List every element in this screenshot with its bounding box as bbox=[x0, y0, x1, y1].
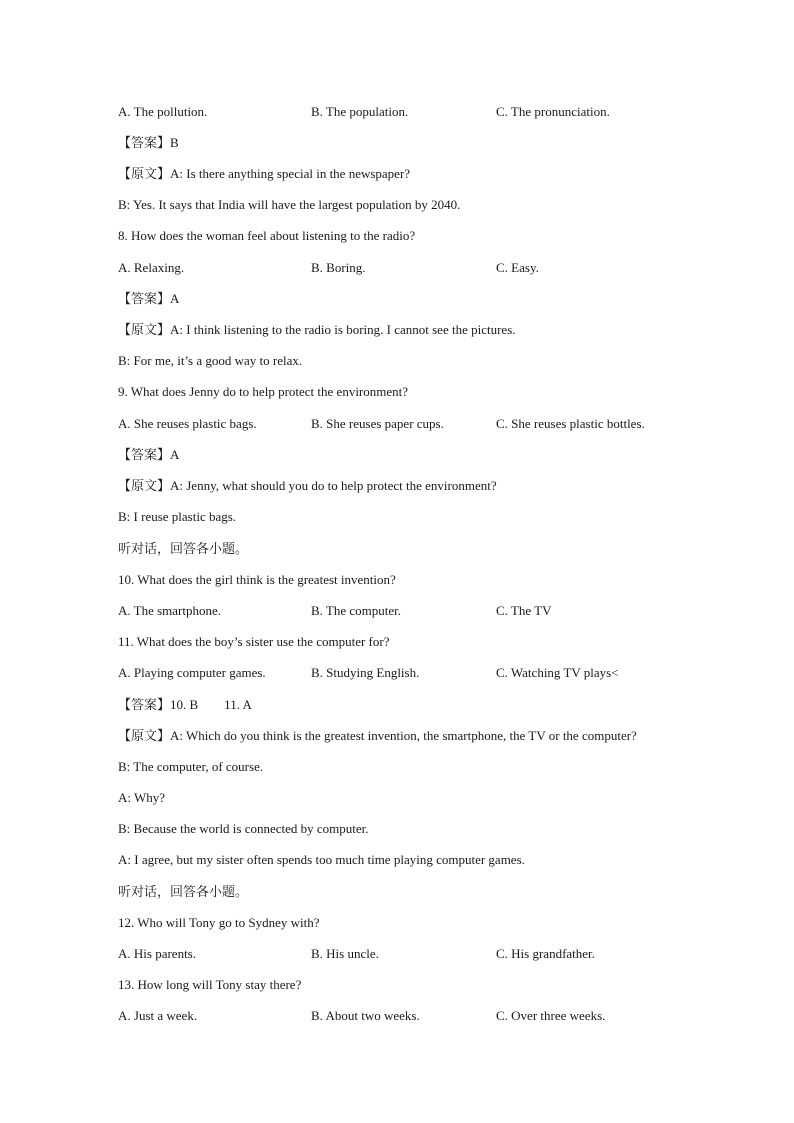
q9-options bbox=[118, 414, 718, 434]
q7-options bbox=[118, 102, 718, 122]
q13-option-a: A. Just a week. bbox=[118, 1008, 198, 1023]
section-instruction: 听对话，回答各小题。 bbox=[118, 541, 249, 556]
q10-11-transcript-line: A: I agree, but my sister often spends too much time playing computer games. bbox=[118, 852, 525, 867]
q10-11-transcript-line: A: Why? bbox=[118, 790, 166, 805]
q8-question: 8. How does the woman feel about listening to the radio? bbox=[118, 228, 416, 243]
q12-option-b: B. His uncle. bbox=[311, 946, 379, 961]
q12-question: 12. Who will Tony go to Sydney with? bbox=[118, 915, 320, 930]
q8-answer: 【答案】A bbox=[118, 291, 180, 306]
q7-transcript-a: 【原文】A: Is there anything special in the newspaper? bbox=[118, 166, 411, 181]
q10-answer: 【答案】10. B bbox=[118, 697, 199, 712]
q7-option-b: B. The population. bbox=[311, 104, 409, 119]
q10-question: 10. What does the girl think is the greatest invention? bbox=[118, 572, 396, 587]
q8-option-b: B. Boring. bbox=[311, 260, 366, 275]
q11-answer: 11. A bbox=[224, 697, 252, 712]
q11-options bbox=[118, 663, 718, 683]
q10-option-c: C. The TV bbox=[496, 603, 552, 618]
q11-option-a: A. Playing computer games. bbox=[118, 665, 266, 680]
q7-option-a: A. The pollution. bbox=[118, 104, 208, 119]
q13-option-b: B. About two weeks. bbox=[311, 1008, 420, 1023]
q7-transcript-b: B: Yes. It says that India will have the largest population by 2040. bbox=[118, 197, 461, 212]
q9-answer: 【答案】A bbox=[118, 447, 180, 462]
q11-option-b: B. Studying English. bbox=[311, 665, 420, 680]
q10-options bbox=[118, 601, 718, 621]
q12-options bbox=[118, 944, 718, 964]
q9-option-c: C. She reuses plastic bottles. bbox=[496, 416, 645, 431]
q8-option-a: A. Relaxing. bbox=[118, 260, 185, 275]
q12-option-c: C. His grandfather. bbox=[496, 946, 595, 961]
q9-option-b: B. She reuses paper cups. bbox=[311, 416, 444, 431]
q9-transcript-b: B: I reuse plastic bags. bbox=[118, 509, 237, 524]
q13-option-c: C. Over three weeks. bbox=[496, 1008, 606, 1023]
q11-option-c: C. Watching TV plays< bbox=[496, 665, 619, 680]
q10-11-transcript-line: B: Because the world is connected by computer. bbox=[118, 821, 369, 836]
q8-option-c: C. Easy. bbox=[496, 260, 539, 275]
q8-options bbox=[118, 258, 718, 278]
q11-question: 11. What does the boy’s sister use the computer for? bbox=[118, 634, 390, 649]
q12-option-a: A. His parents. bbox=[118, 946, 196, 961]
q13-question: 13. How long will Tony stay there? bbox=[118, 977, 302, 992]
q9-question: 9. What does Jenny do to help protect the environment? bbox=[118, 384, 409, 399]
section-instruction: 听对话，回答各小题。 bbox=[118, 884, 249, 899]
q8-transcript-b: B: For me, it’s a good way to relax. bbox=[118, 353, 303, 368]
q9-transcript-a: 【原文】A: Jenny, what should you do to help protect the environment? bbox=[118, 478, 497, 493]
q7-answer: 【答案】B bbox=[118, 135, 179, 150]
q10-option-b: B. The computer. bbox=[311, 603, 402, 618]
q13-options bbox=[118, 1006, 718, 1026]
q10-option-a: A. The smartphone. bbox=[118, 603, 222, 618]
q10-11-answer bbox=[118, 695, 718, 715]
q8-transcript-a: 【原文】A: I think listening to the radio is boring. I cannot see the pictures. bbox=[118, 322, 516, 337]
q9-option-a: A. She reuses plastic bags. bbox=[118, 416, 257, 431]
q10-11-transcript-line: 【原文】A: Which do you think is the greatest invention, the smartphone, the TV or the computer? bbox=[118, 728, 637, 743]
q7-option-c: C. The pronunciation. bbox=[496, 104, 610, 119]
q10-11-transcript-line: B: The computer, of course. bbox=[118, 759, 264, 774]
